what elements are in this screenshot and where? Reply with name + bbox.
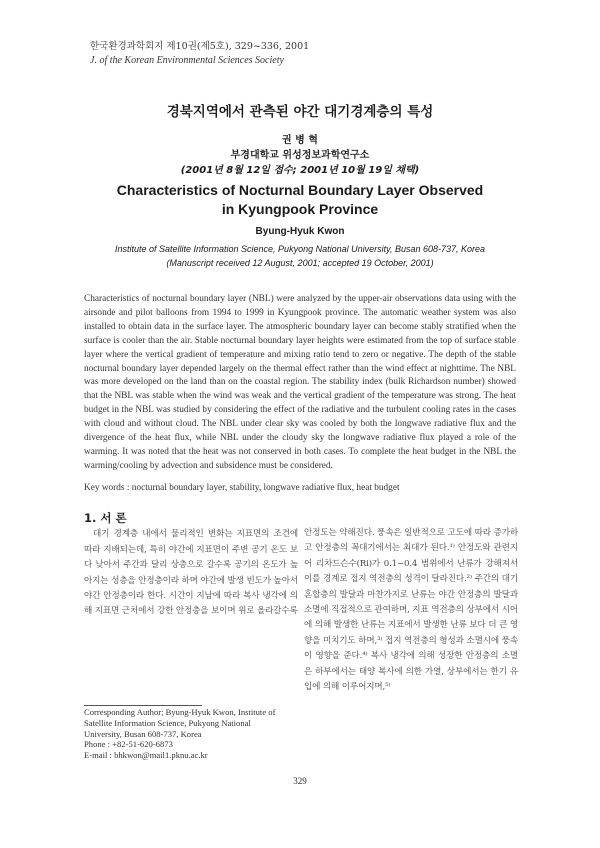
journal-citation-kr: 한국환경과학회지 제10권(제5호), 329~336, 2001 bbox=[90, 41, 310, 52]
footnote-rule bbox=[84, 705, 202, 706]
journal-header bbox=[90, 40, 309, 68]
journal-name-en: J. of the Korean Environmental Sciences Society bbox=[90, 55, 284, 66]
keywords: Key words : nocturnal boundary layer, stability, longwave radiative flux, heat budget bbox=[84, 483, 400, 493]
english-title-line2: in Kyungpook Province bbox=[221, 201, 379, 217]
english-author: Byung-Hyuk Kwon bbox=[255, 226, 345, 237]
english-title bbox=[0, 181, 600, 219]
body-column-left bbox=[84, 511, 298, 620]
page-number: 329 bbox=[293, 776, 307, 786]
footnote-email: E-mail : bhkwon@mail1.pknu.ac.kr bbox=[84, 750, 208, 761]
english-affiliation: Institute of Satellite Information Science, Pukyong National University, Busan 608-737, Korea bbox=[114, 244, 486, 254]
body-paragraph-left: 대기 경계층 내에서 물리적인 변화는 지표면의 조건에 따라 지배되는데, 특히 야간에 지표면이 주변 공기 온도 보다 낮아서 주간과 달리 상층으로 갈수록 공기의 온도가 높아지는 성층을 안정층이라 하며 야간에 발생 빈도가 높아서 야간 안정층이라 한다. 시간이 지남에 따라 복사 냉각에 의해 지표면 근처에서 강한 안정층을 보이며 위로 올라갈수록 bbox=[84, 529, 298, 617]
english-affiliation-block bbox=[0, 242, 600, 270]
footnote-line: Corresponding Author; Byung-Hyuk Kwon, Institute of bbox=[84, 707, 276, 717]
body-column-right bbox=[304, 526, 518, 695]
korean-title: 경북지역에서 관측된 야간 대기경계층의 특성 bbox=[166, 104, 434, 120]
korean-affiliation: 부경대학교 위성정보과학연구소 bbox=[230, 150, 370, 161]
footnote bbox=[84, 707, 298, 761]
footnote-line: Satellite Information Science, Pukyong National bbox=[84, 717, 251, 728]
footnote-phone: Phone : +82-51-620-6873 bbox=[84, 739, 173, 750]
english-title-line1: Characteristics of Nocturnal Boundary Layer Observed bbox=[116, 182, 484, 198]
english-dates: (Manuscript received 12 August, 2001; accepted 19 October, 2001) bbox=[166, 258, 434, 268]
korean-author: 권 병 혁 bbox=[282, 135, 318, 146]
korean-dates: (2001년 8월 12일 접수; 2001년 10월 19일 채택) bbox=[180, 165, 420, 176]
abstract: Characteristics of nocturnal boundary layer (NBL) were analyzed by the upper-air observations data using with the airsonde and pilot balloons from 1994 to 1999 in Kyungpook province. The automatic weather system was also installed to obtain data in the surface layer. The atmospheric boundary layer can become stably stratified when the surface is cooler than the air. Stable nocturnal boundary layer heights were estimated from the top of surface stable layer where the vertical gradient of temperature and mixing ratio tend to zero or negative. The depth of the stable nocturnal boundary layer depended largely on the thermal effect rather than the wind effect at nighttime. The NBL was more developed on the land than on the coastal region. The stability index (bulk Richardson number) showed that the NBL was stable when the wind was weak and the vertical gradient of the temperature was strong. The heat budget in the NBL was studied by considering the effect of the radiative and the turbulent cooling rates in the cases with cloud and without cloud. The NBL under clear sky was cooled by both the longwave radiative flux and the divergence of the heat flux, while NBL under the cloudy sky the longwave radiative flux played a role of the warming. It was noted that the heat was not conserved in both cases. To complete the heat budget in the NBL the warming/cooling by advection and subsidence must be considered. bbox=[84, 294, 516, 471]
body-paragraph-right: 안정도는 약해진다. 풍속은 일반적으로 고도에 따라 증가하고 안정층의 꼭대기에서는 최대가 된다.¹⁾ 안정도와 관련지어 리차드슨수(Ri)가 0.1~0.4 범위에서 난류가 강해져서 이를 경계로 접지 역전층의 성격이 달라진다.²⁾ 주간의 대기 혼합층의 발달과 마찬가지로 난류는 야간 안정층의 발달과 소멸에 직접적으로 관여하며, 지표 역전층의 상부에서 시어에 의해 발생한 난류는 지표에서 발생한 난류 보다 더 큰 영향을 미치기도 하며,³⁾ 접지 역전층의 형성과 소멸시에 풍속이 영향을 준다.⁴⁾ 복사 냉각에 의해 성장한 안정층의 소멸은 하부에서는 태양 복사에 의한 가열, 상부에서는 한기 유입에 의해 이루어지며,⁵⁾ bbox=[304, 528, 518, 693]
section-heading: 1. 서 론 bbox=[84, 511, 127, 525]
footnote-line: University, Busan 608-737, Korea bbox=[84, 728, 202, 739]
